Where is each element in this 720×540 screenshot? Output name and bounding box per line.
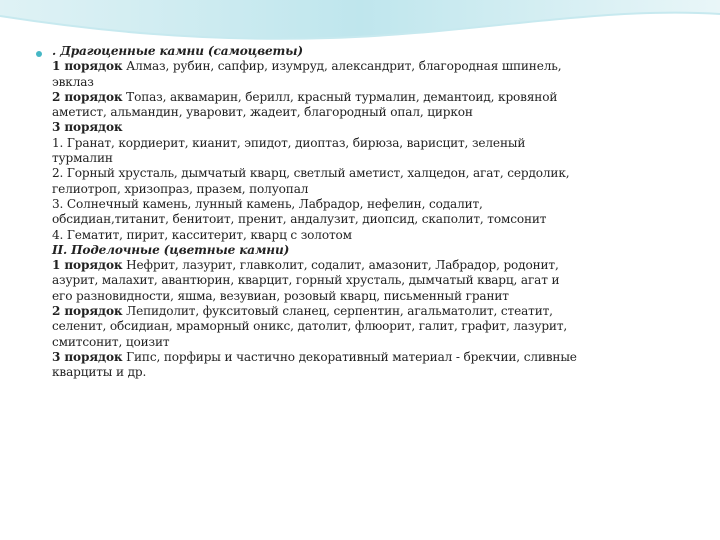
plain-text: Лепидолит, фукситовый сланец, серпентин, агальматолит, стеатит, [122, 304, 553, 319]
plain-text: Нефрит, лазурит, главколит, содалит, амазонит, Лабрадор, родонит, [122, 258, 559, 273]
text-line [52, 197, 686, 212]
text-line [52, 228, 686, 243]
bold-italic-text: II. Поделочные (цветные камни) [52, 242, 290, 257]
gemstone-classification-text [52, 44, 686, 381]
plain-text: селенит, обсидиан, мраморный оникс, датолит, флюорит, галит, графит, лазурит, [52, 319, 568, 334]
bold-text: 1 порядок [52, 59, 123, 74]
plain-text: 1. Гранат, кордиерит, кианит, эпидот, диоптаз, бирюза, варисцит, зеленый [52, 135, 526, 150]
text-line [52, 273, 686, 288]
text-line [52, 44, 686, 59]
text-line [52, 151, 686, 166]
plain-text: аметист, альмандин, уваровит, жадеит, благородный опал, циркон [52, 105, 473, 120]
plain-text: эвклаз [52, 74, 94, 89]
header-wave-decoration [0, 0, 720, 50]
bullet-icon [36, 51, 42, 57]
plain-text: турмалин [52, 151, 113, 166]
plain-text: гелиотроп, хризопраз, празем, полуопал [52, 181, 309, 196]
bold-text: 1 порядок [52, 258, 123, 273]
text-line [52, 166, 686, 181]
bold-text: 3 порядок [52, 120, 123, 135]
text-line [52, 105, 686, 120]
text-line [52, 350, 686, 365]
plain-text: 2. Горный хрусталь, дымчатый кварц, светлый аметист, халцедон, агат, сердолик, [52, 166, 570, 181]
plain-text: Гипс, порфиры и частично декоративный материал - брекчии, сливные [122, 349, 577, 364]
bold-text: 2 порядок [52, 89, 123, 104]
text-line [52, 243, 686, 258]
plain-text: его разновидности, яшма, везувиан, розовый кварц, письменный гранит [52, 288, 509, 303]
text-line [52, 182, 686, 197]
bold-text: 2 порядок [52, 304, 123, 319]
text-line [52, 365, 686, 380]
plain-text: Алмаз, рубин, сапфир, изумруд, александрит, благородная шпинель, [122, 59, 562, 74]
text-line [52, 90, 686, 105]
text-line [52, 59, 686, 74]
text-line [52, 289, 686, 304]
text-line [52, 212, 686, 227]
plain-text: 3. Солнечный камень, лунный камень, Лабрадор, нефелин, содалит, [52, 196, 483, 211]
plain-text: обсидиан,титанит, бенитоит, пренит, андалузит, диопсид, скаполит, томсонит [52, 212, 547, 227]
bold-text: 3 порядок [52, 349, 123, 364]
plain-text: Топаз, аквамарин, берилл, красный турмалин, демантоид, кровяной [122, 89, 558, 104]
slide-body [36, 44, 686, 381]
plain-text: 4. Гематит, пирит, касситерит, кварц с золотом [52, 227, 352, 242]
text-line [52, 136, 686, 151]
plain-text: кварциты и др. [52, 365, 147, 380]
bold-italic-text: . Драгоценные камни (самоцветы) [52, 44, 303, 58]
text-line [52, 75, 686, 90]
text-line [52, 120, 686, 135]
plain-text: смитсонит, цоизит [52, 334, 170, 349]
plain-text: азурит, малахит, авантюрин, кварцит, горный хрусталь, дымчатый кварц, агат и [52, 273, 560, 288]
text-line [52, 304, 686, 319]
text-line [52, 335, 686, 350]
text-line [52, 258, 686, 273]
text-line [52, 319, 686, 334]
